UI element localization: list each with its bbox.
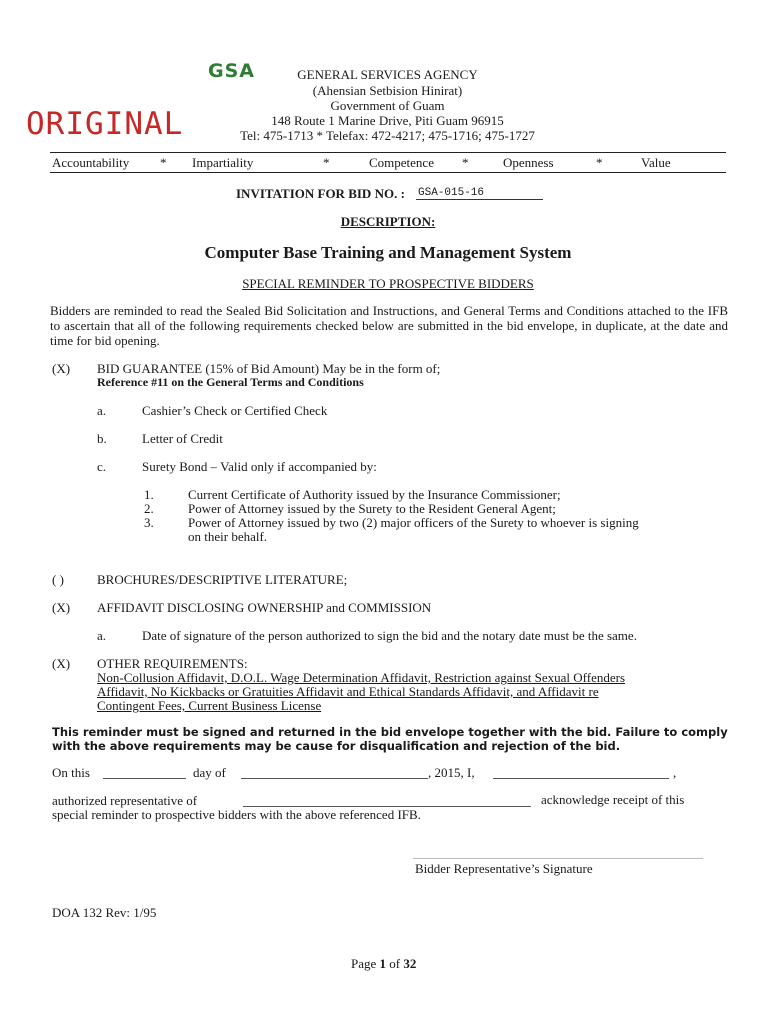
surety-item-text: Power of Attorney issued by two (2) major officers of the Surety to whoever is signing (188, 515, 639, 530)
agency-name: GENERAL SERVICES AGENCY (297, 67, 478, 82)
affidavit-check: (X) (52, 600, 71, 615)
option-text: Letter of Credit (142, 431, 223, 446)
affidavit-sub-text: Date of signature of the person authorized to sign the bid and the notary date must be the same. (142, 628, 637, 643)
motto-competence: Competence (369, 155, 434, 170)
other-requirements-line: Contingent Fees, Current Business License (97, 698, 322, 713)
motto-accountability: Accountability (52, 155, 130, 170)
original-stamp: ORIGINAL (26, 106, 184, 142)
surety-item-text: Current Certificate of Authority issued by the Insurance Commissioner; (188, 487, 561, 502)
signature-label: Bidder Representative’s Signature (415, 861, 593, 876)
acknowledge-label: acknowledge receipt of this (541, 792, 685, 807)
ifb-number: GSA-015-16 (416, 187, 543, 200)
page-prefix: Page (351, 956, 377, 971)
form-number: DOA 132 Rev: 1/95 (52, 905, 157, 920)
agency-phones: Tel: 475-1713 * Telefax: 472-4217; 475-1716; 475-1727 (240, 128, 535, 143)
bid-guarantee-check: (X) (52, 361, 71, 376)
bid-title: Computer Base Training and Management System (204, 243, 572, 262)
notice-line-1: This reminder must be signed and returned in the bid envelope together with the bid. Failure to comply (52, 725, 728, 739)
bid-guarantee-text: BID GUARANTEE (15% of Bid Amount) May be in the form of; (97, 361, 441, 376)
page-number (351, 956, 416, 971)
ifb-label (236, 186, 405, 202)
gsa-logo: GSA (208, 60, 255, 82)
page-of: of (389, 956, 401, 971)
header-rule-top (50, 152, 726, 153)
surety-item-num: 1. (144, 487, 154, 502)
authorized-label: authorized representative of (52, 793, 198, 808)
option-letter: a. (97, 403, 107, 418)
month-field[interactable] (241, 778, 428, 779)
notice-line-2: with the above requirements may be cause for disqualification and rejection of the bid. (52, 739, 621, 753)
on-this-label: On this (52, 765, 90, 780)
day-of-label: day of (193, 765, 226, 780)
other-check: (X) (52, 656, 71, 671)
other-requirements-line: Affidavit, No Kickbacks or Gratuities Affidavit and Ethical Standards Affidavit, and Affidavit re (97, 684, 599, 699)
page-current: 1 (379, 956, 387, 971)
intro-paragraph: Bidders are reminded to read the Sealed Bid Solicitation and Instructions, and General Terms and Conditions attached to the IFB to ascertain that all of the following requirements checked below are submitted in the bid envelope, in duplicate, at the date and time for bid opening. (50, 303, 728, 348)
other-label: OTHER REQUIREMENTS: (97, 656, 248, 671)
acknowledgement-line-2: special reminder to prospective bidders with the above referenced IFB. (52, 807, 421, 822)
motto-value: Value (641, 155, 671, 170)
motto-openness: Openness (503, 155, 554, 170)
agency-subtitle: (Ahensian Setbision Hinirat) (312, 83, 463, 98)
motto-separator: * (462, 155, 469, 170)
comma: , (673, 765, 677, 780)
brochures-text: BROCHURES/DESCRIPTIVE LITERATURE; (97, 572, 348, 587)
option-text: Surety Bond – Valid only if accompanied by: (142, 459, 377, 474)
option-text: Cashier’s Check or Certified Check (142, 403, 328, 418)
agency-address: 148 Route 1 Marine Drive, Piti Guam 96915 (271, 113, 504, 128)
other-requirements-line: Non-Collusion Affidavit, D.O.L. Wage Determination Affidavit, Restriction against Sexual Offenders (97, 670, 626, 685)
description-label: DESCRIPTION: (340, 214, 436, 229)
motto-separator: * (323, 155, 330, 170)
motto-separator: * (160, 155, 167, 170)
affidavit-sub-letter: a. (97, 628, 107, 643)
ifb-label-text: INVITATION FOR BID NO. : (236, 186, 405, 201)
year-label: , 2015, I, (428, 765, 475, 780)
day-field[interactable] (103, 778, 186, 779)
motto-separator: * (596, 155, 603, 170)
name-field[interactable] (493, 778, 669, 779)
surety-item-text: on their behalf. (188, 529, 268, 544)
brochures-check: ( ) (52, 572, 64, 587)
affidavit-text: AFFIDAVIT DISCLOSING OWNERSHIP and COMMISSION (97, 600, 432, 615)
surety-item-num: 2. (144, 501, 154, 516)
signature-line[interactable] (413, 858, 703, 859)
bid-guarantee-reference: Reference #11 on the General Terms and Conditions (97, 375, 364, 389)
motto-impartiality: Impartiality (192, 155, 254, 170)
page-total: 32 (403, 956, 417, 971)
surety-item-text: Power of Attorney issued by the Surety to the Resident General Agent; (188, 501, 556, 516)
option-letter: c. (97, 459, 107, 474)
option-letter: b. (97, 431, 107, 446)
header-rule-bottom (50, 172, 726, 173)
reminder-heading: SPECIAL REMINDER TO PROSPECTIVE BIDDERS (242, 276, 534, 291)
government-line: Government of Guam (330, 98, 445, 113)
surety-item-num: 3. (144, 515, 154, 530)
